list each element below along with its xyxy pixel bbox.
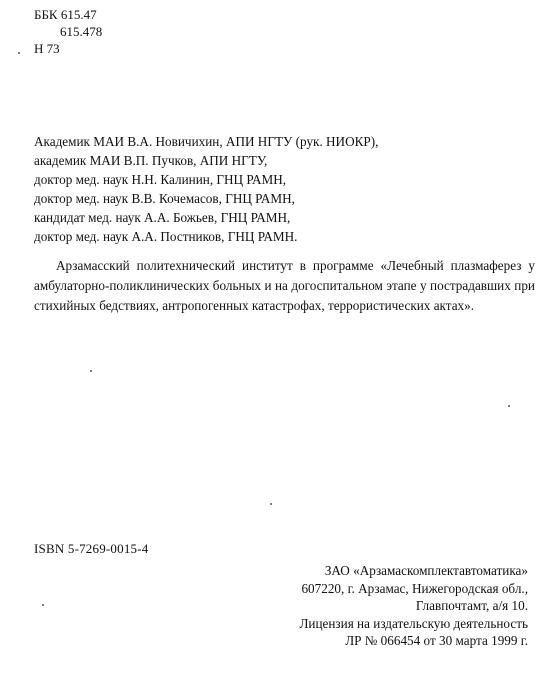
author-line: доктор мед. наук В.В. Кочемасов, ГНЦ РАМН,	[34, 191, 295, 206]
bbk-code: ББК 615.47	[34, 7, 97, 22]
scan-speck	[18, 52, 20, 54]
publisher-license-number: ЛР № 066454 от 30 марта 1999 г.	[345, 633, 528, 648]
bbk-subcode: 615.478	[60, 24, 103, 39]
publisher-license: Лицензия на издательскую деятельность	[299, 615, 528, 631]
author-line: доктор мед. наук Н.Н. Калинин, ГНЦ РАМН,	[34, 172, 287, 187]
publisher-block	[208, 562, 528, 650]
author-line: доктор мед. наук А.А. Постников, ГНЦ РАМН.	[34, 229, 298, 244]
isbn-number: ISBN 5-7269-0015-4	[34, 541, 149, 556]
scan-speck	[270, 503, 272, 505]
author-line: кандидат мед. наук А.А. Божьев, ГНЦ РАМН,	[34, 210, 291, 225]
annotation-paragraph: Арзамасский политехнический институт в программе «Лечебный плазмаферез у амбулаторно-поликлинических больных и на догоспитальном этапе у пострадавших при стихийных бедствиях, антропогенных катастрофах, террористических актах».	[34, 258, 535, 313]
publisher-name: ЗАО «Арзамаскомплектавтоматика»	[324, 563, 528, 578]
classification-block	[34, 6, 102, 57]
author-mark: Н 73	[34, 41, 60, 56]
authors-list	[34, 132, 534, 246]
author-line: академик МАИ В.П. Пучков, АПИ НГТУ,	[34, 153, 268, 168]
scan-speck	[42, 604, 44, 606]
scan-speck	[508, 405, 510, 407]
publisher-post: Главпочтамт, а/я 10.	[415, 598, 528, 613]
scan-speck	[90, 370, 92, 372]
publisher-address: 607220, г. Арзамас, Нижегородская обл.,	[301, 580, 528, 596]
author-line: Академик МАИ В.А. Новичихин, АПИ НГТУ (рук. НИОКР),	[34, 134, 379, 149]
